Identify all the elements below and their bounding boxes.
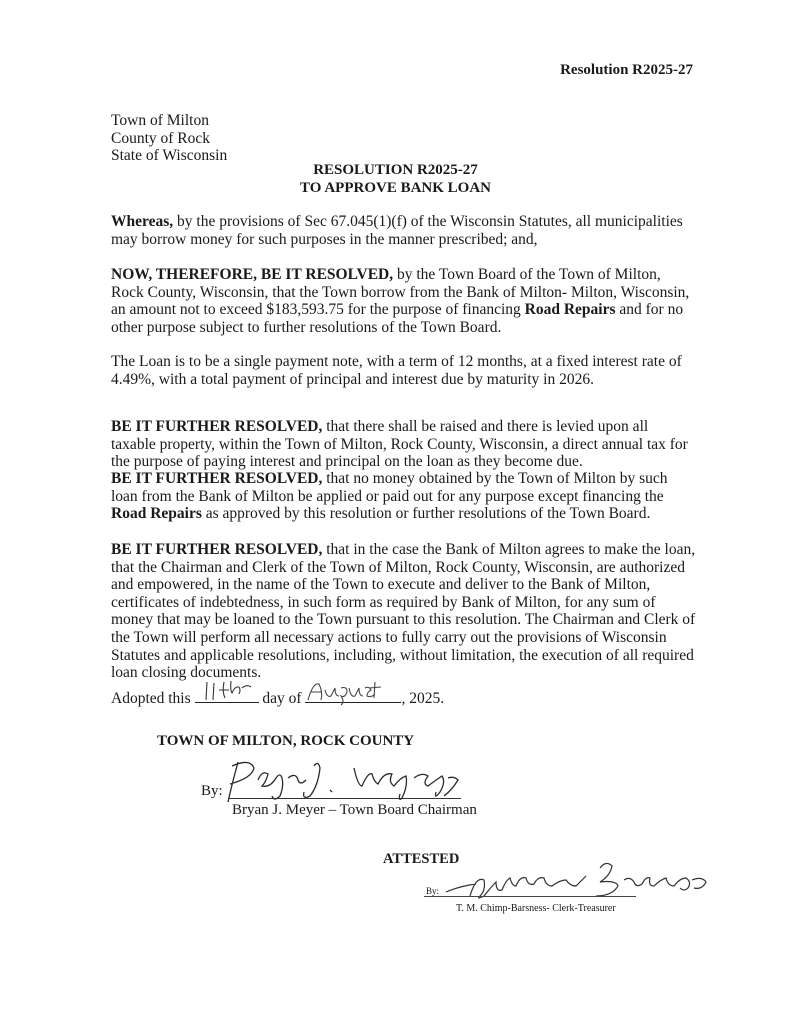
paragraph-text: that in the case the Bank of Milton agrees to make the loan, that the Chairman and Clerk of the Town of Milton, Rock County, Wisconsin, are authorized and empowered, in the name of the Town to execute and deliver to the Bank of Milton, certificates of indebtedness, in such form as required by Bank of Milton, for any sum of money that may be loaned to the Town pursuant to this resolution. The Chairman and Clerk of the Town will perform all necessary actions to fully carry out the provisions of Wisconsin Statutes and applicable resolutions, including, without limitation, the execution of all required loan closing documents.: [111, 541, 696, 682]
address-line-county: County of Rock: [111, 129, 211, 147]
adopted-mid: day of: [258, 690, 306, 707]
day-blank: [195, 686, 259, 703]
adopted-suffix: , 2025.: [401, 690, 445, 707]
road-repairs-bold: Road Repairs: [524, 301, 616, 319]
paragraph-text: as approved by this resolution or further resolutions of the Town Board.: [201, 505, 651, 523]
clerk-signature-line: [424, 896, 636, 897]
day-handwriting: [195, 678, 259, 704]
by-label: By:: [201, 783, 223, 799]
town-signature-label: TOWN OF MILTON, ROCK COUNTY: [157, 733, 415, 749]
title-line-2: TO APPROVE BANK LOAN: [300, 179, 491, 196]
month-blank: [305, 686, 401, 703]
paragraph-tax-levy: [111, 418, 696, 471]
paragraph-authorization: [111, 541, 696, 682]
address-line-town: Town of Milton: [111, 112, 209, 129]
chairman-signature-line: [229, 798, 461, 799]
paragraph-text: that no money obtained by the Town of Milton by such loan from the Bank of Milton be applied or paid out for any purpose except financing the: [111, 470, 668, 505]
adopted-prefix: Adopted this: [111, 690, 195, 707]
paragraph-text: by the provisions of Sec 67.045(1)(f) of the Wisconsin Statutes, all municipalities may borrow money for such purposes in the manner prescribed; and,: [111, 213, 683, 248]
attested-label: ATTESTED: [383, 851, 460, 867]
address-line-state: State of Wisconsin: [111, 147, 228, 164]
month-handwriting: [305, 678, 401, 704]
paragraph-lead: BE IT FURTHER RESOLVED,: [111, 470, 323, 487]
paragraph-lead: BE IT FURTHER RESOLVED,: [111, 418, 323, 435]
adopted-line: [111, 686, 444, 708]
paragraph-text: that there shall be raised and there is levied upon all taxable property, within the Town of Milton, Rock County, Wisconsin, a direct annual tax for the purpose of paying interest and principal on the loan as they become due.: [111, 418, 688, 471]
address-block: [111, 112, 227, 165]
paragraph-lead: NOW, THEREFORE, BE IT RESOLVED,: [111, 266, 394, 283]
clerk-signature: [440, 856, 730, 906]
paragraph-resolved: [111, 266, 696, 336]
paragraph-use-of-funds: [111, 470, 696, 523]
paragraph-text: The Loan is to be a single payment note, with a term of 12 months, at a fixed interest rate of 4.49%, with a total payment of principal and interest due by maturity in 2026.: [111, 353, 682, 388]
clerk-name: T. M. Chimp-Barsness- Clerk-Treasurer: [456, 903, 616, 914]
paragraph-text: by the Town Board of the Town of Milton, Rock County, Wisconsin, that the Town borrow from the Bank of Milton- Milton, Wisconsin, an amount not to exceed $183,593.75 for the purpose of financing: [111, 266, 690, 319]
document-title: [0, 162, 791, 197]
by-label-small: By:: [426, 886, 440, 896]
resolution-number: Resolution R2025-27: [560, 62, 693, 78]
paragraph-lead: BE IT FURTHER RESOLVED,: [111, 541, 323, 558]
paragraph-whereas: [111, 213, 696, 248]
chairman-name: Bryan J. Meyer – Town Board Chairman: [232, 802, 477, 818]
paragraph-text: and for no other purpose subject to further resolutions of the Town Board.: [111, 301, 684, 336]
title-line-1: RESOLUTION R2025-27: [313, 162, 478, 178]
road-repairs-bold: Road Repairs: [111, 505, 202, 523]
paragraph-lead: Whereas,: [111, 213, 174, 230]
paragraph-loan-terms: [111, 353, 696, 388]
